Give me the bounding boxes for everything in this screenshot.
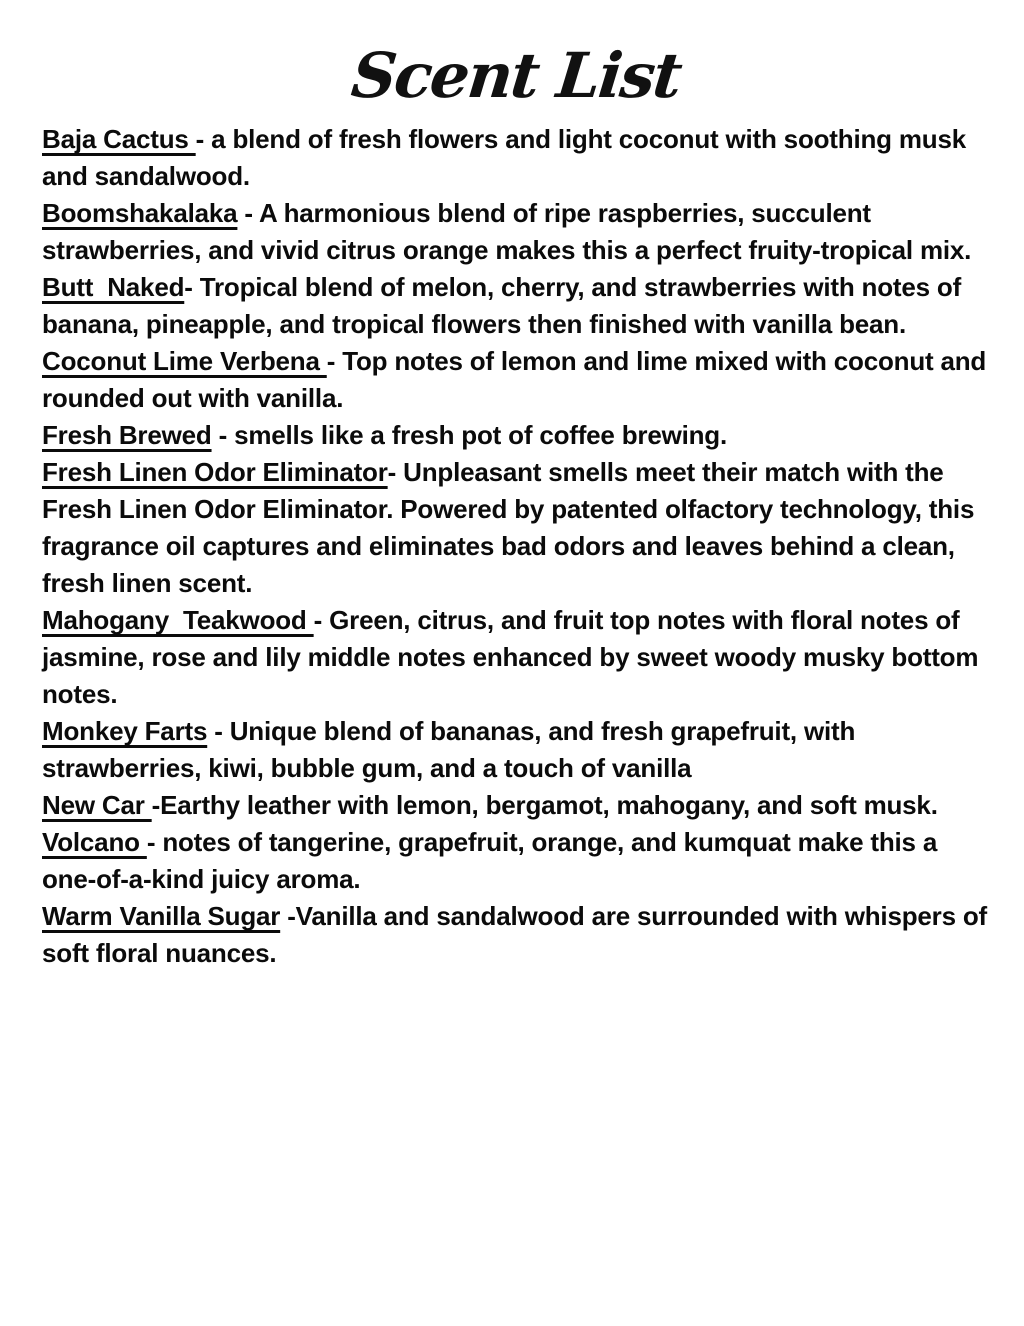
scent-description: Top notes of lemon and lime mixed with coconut and rounded out with vanilla. [42,346,994,414]
scent-item-baja-cactus [42,121,990,195]
scent-item-boomshakalaka [42,195,990,269]
scent-separator: - [184,272,200,303]
scent-description: smells like a fresh pot of coffee brewing. [234,420,728,451]
scent-name: Volcano [42,827,147,858]
scent-name: Fresh Brewed [42,420,212,451]
scent-description: A harmonious blend of ripe raspberries, succulent strawberries, and vivid citrus orange makes this a perfect fruity-tropical mix. [42,198,972,266]
scent-description: Unpleasant smells meet their match with the Fresh Linen Odor Eliminator. Powered by patented olfactory technology, this fragrance oil captures and eliminates bad odors and leaves behind a clean, fresh linen scent. [42,457,982,599]
scent-name: Fresh Linen Odor Eliminator [42,457,388,488]
scent-separator: - [280,901,296,932]
scent-separator: - [326,346,343,377]
scent-item-coconut-lime-verbena [42,343,994,417]
scent-separator: - [313,605,330,636]
scent-description: notes of tangerine, grapefruit, orange, and kumquat make this a one-of-a-kind juicy aroma. [42,827,945,895]
scent-separator: - [387,457,404,488]
scent-separator: - [151,790,161,821]
scent-separator: - [195,124,212,155]
scent-description: Vanilla and sandalwood are surrounded with whispers of soft floral nuances. [42,901,995,969]
scent-name: Baja Cactus [42,124,196,155]
scent-item-fresh-linen-odor-eliminator [42,454,990,602]
scent-description: Unique blend of bananas, and fresh grapefruit, with strawberries, kiwi, bubble gum, and a touch of vanilla [42,716,863,784]
scent-description: Earthy leather with lemon, bergamot, mahogany, and soft musk. [160,790,938,821]
scent-item-fresh-brewed [42,417,990,454]
scent-separator: - [146,827,163,858]
scent-description: Green, citrus, and fruit top notes with floral notes of jasmine, rose and lily middle notes enhanced by sweet woody musky bottom notes. [42,605,986,710]
scent-separator: - [207,716,230,747]
scent-name: Monkey Farts [42,716,208,747]
scent-item-butt-naked [42,269,990,343]
page-title: Scent List [348,39,684,112]
scent-item-warm-vanilla-sugar [42,898,995,972]
scent-name: New Car [42,790,152,821]
scent-description: Tropical blend of melon, cherry, and strawberries with notes of banana, pineapple, and tropical flowers then finished with vanilla bean. [42,272,969,340]
scent-list [42,121,995,972]
scent-item-volcano [42,824,990,898]
scent-item-monkey-farts [42,713,990,787]
scent-separator: - [211,420,235,451]
scent-separator: - [237,198,259,229]
scent-name: Coconut Lime Verbena [42,346,327,377]
scent-name: Butt Naked [42,272,185,303]
scent-name: Boomshakalaka [42,198,238,229]
scent-item-new-car [42,787,990,824]
scent-name: Warm Vanilla Sugar [42,901,281,932]
scent-item-mahogany-teakwood [42,602,990,713]
scent-name: Mahogany Teakwood [42,605,314,636]
scent-description: a blend of fresh flowers and light coconut with soothing musk and sandalwood. [42,124,974,192]
